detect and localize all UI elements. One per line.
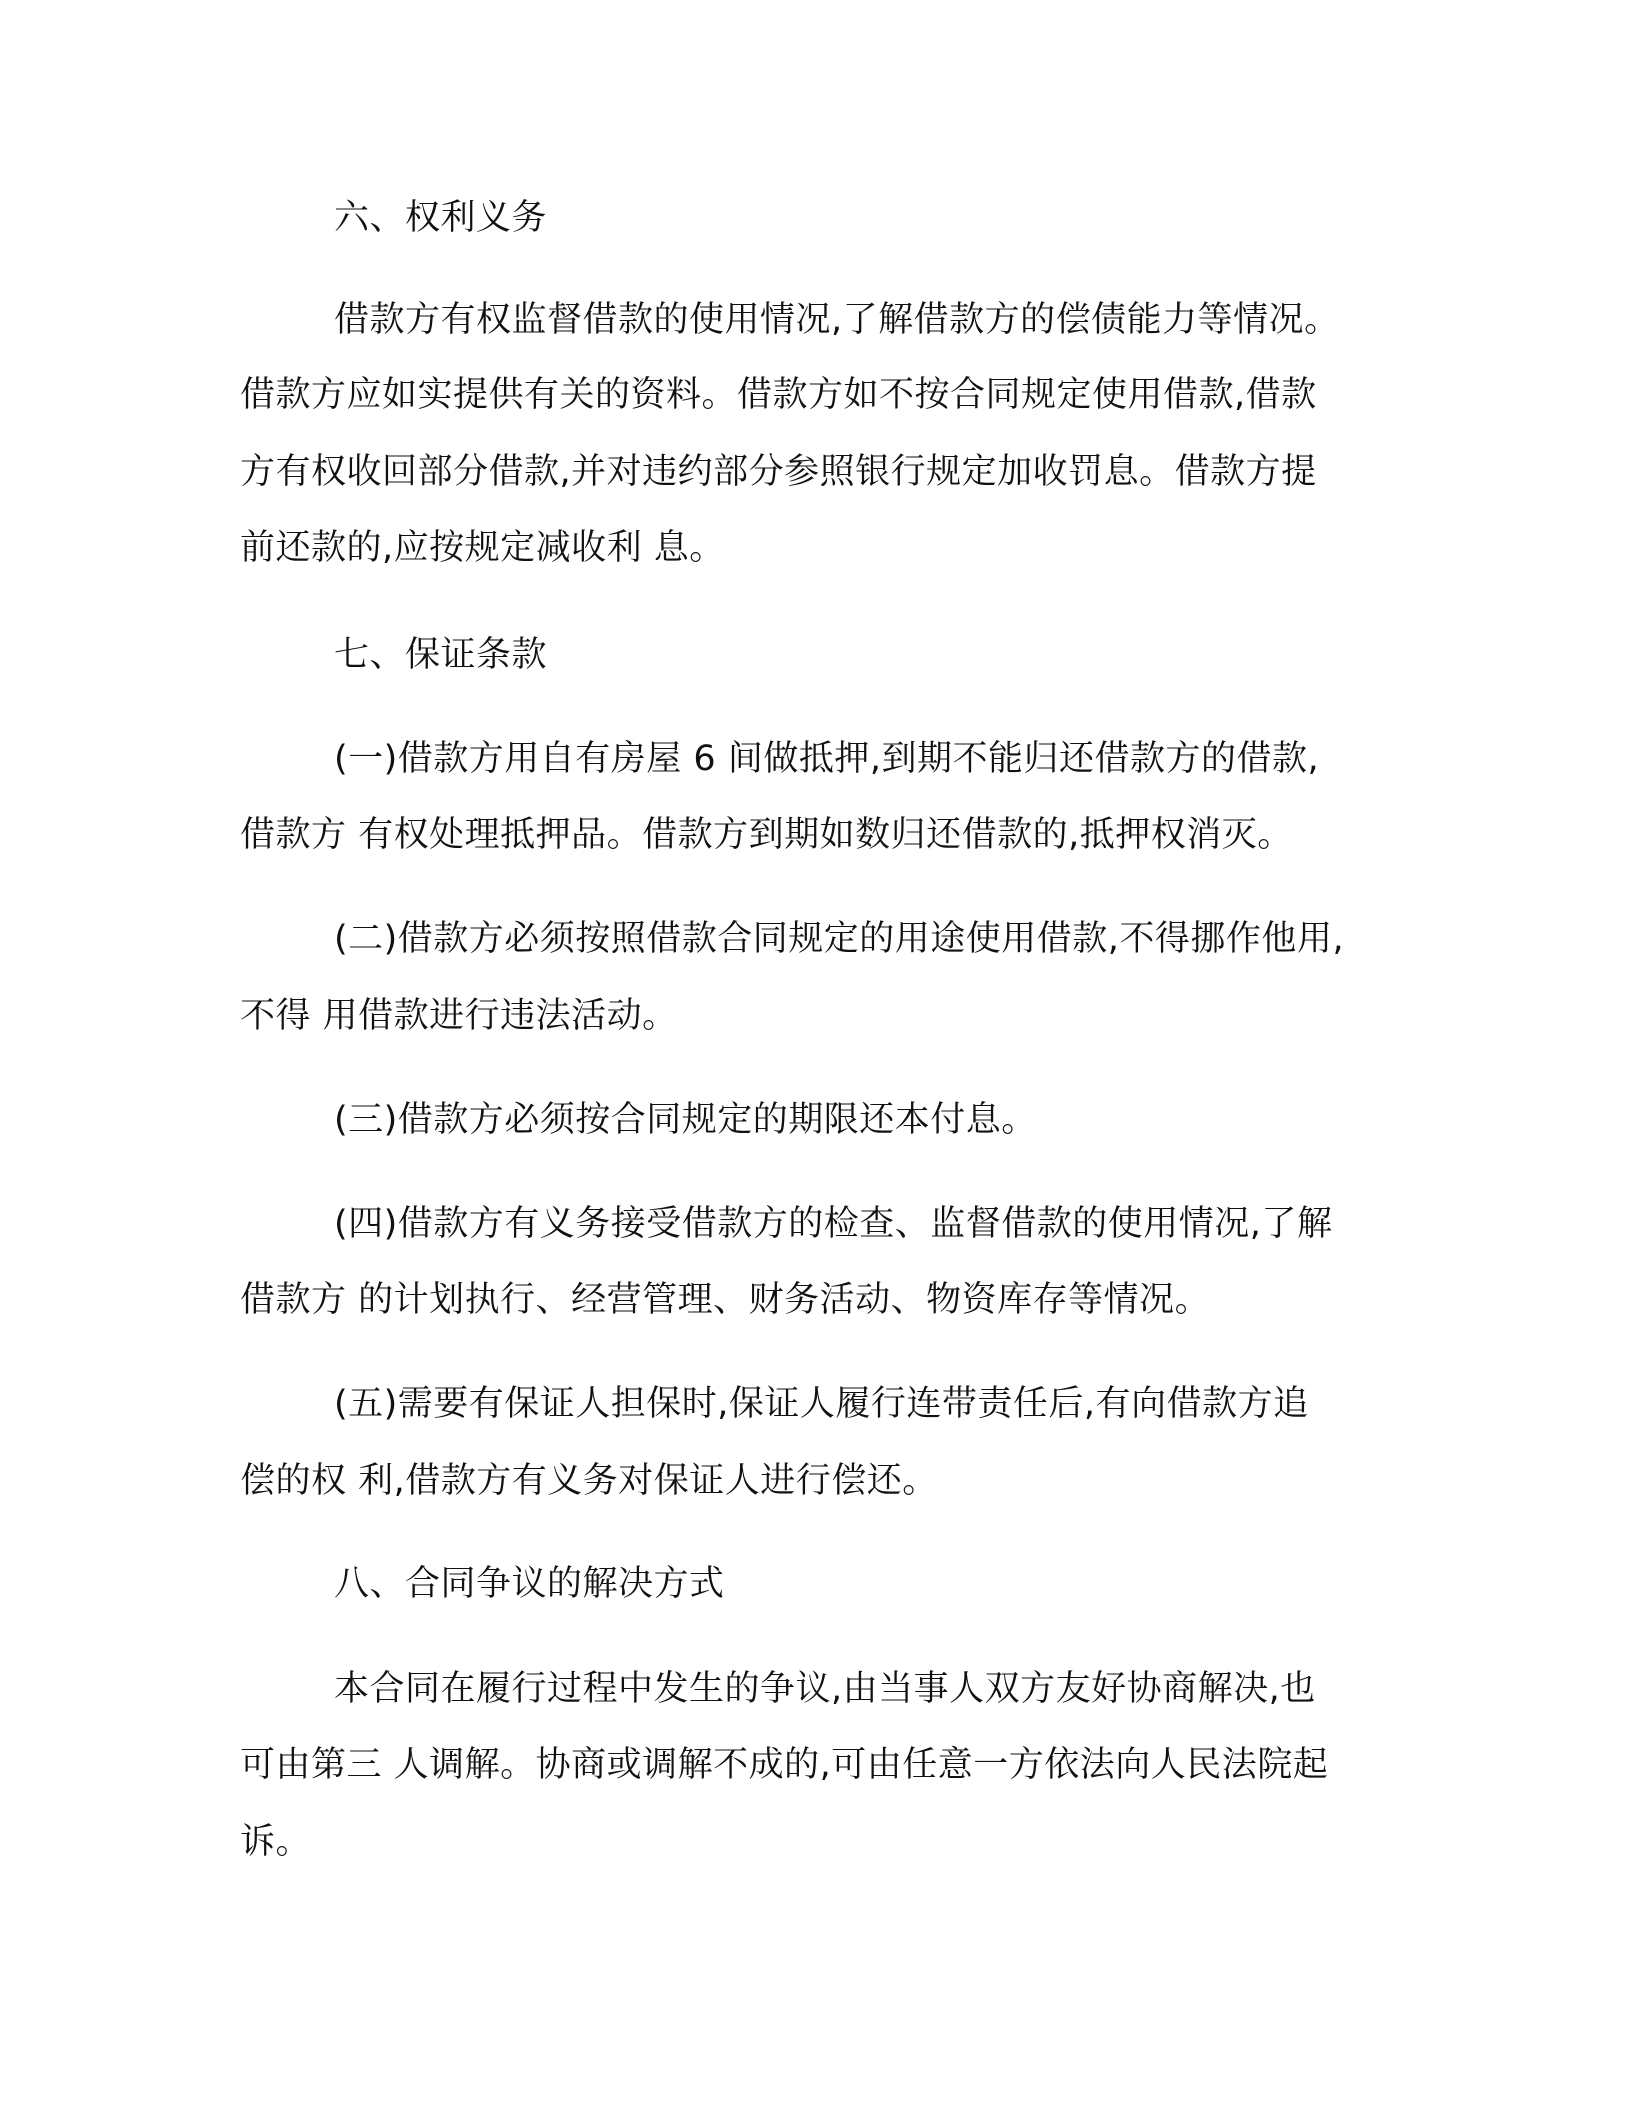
clause-line: (二)借款方必须按照借款合同规定的用途使用借款,不得挪作他用,: [334, 919, 1345, 959]
section-heading-rights-obligations: 六、权利义务: [334, 198, 548, 238]
clause-line: (三)借款方必须按合同规定的期限还本付息。: [334, 1100, 1037, 1140]
clause-line: (一)借款方用自有房屋 6 间做抵押,到期不能归还借款方的借款,: [334, 739, 1320, 779]
clause-line: (五)需要有保证人担保时,保证人履行连带责任后,有向借款方追: [334, 1384, 1309, 1424]
paragraph-line: 可由第三 人调解。协商或调解不成的,可由任意一方依法向人民法院起: [240, 1745, 1329, 1785]
clause-line: 偿的权 利,借款方有义务对保证人进行偿还。: [240, 1461, 938, 1501]
paragraph-line: 方有权收回部分借款,并对违约部分参照银行规定加收罚息。借款方提: [240, 452, 1317, 492]
paragraph-line: 诉。: [240, 1822, 312, 1862]
clause-line: 不得 用借款进行违法活动。: [240, 996, 678, 1036]
paragraph-line: 借款方应如实提供有关的资料。借款方如不按合同规定使用借款,借款: [240, 375, 1317, 415]
section-heading-dispute-resolution: 八、合同争议的解决方式: [334, 1564, 725, 1604]
clause-line: 借款方 有权处理抵押品。借款方到期如数归还借款的,抵押权消灭。: [240, 815, 1293, 855]
paragraph-line: 本合同在履行过程中发生的争议,由当事人双方友好协商解决,也: [334, 1669, 1316, 1709]
clause-line: 借款方 的计划执行、经营管理、财务活动、物资库存等情况。: [240, 1280, 1211, 1320]
clause-line: (四)借款方有义务接受借款方的检查、监督借款的使用情况,了解: [334, 1204, 1333, 1244]
paragraph-line: 借款方有权监督借款的使用情况,了解借款方的偿债能力等情况。: [334, 300, 1340, 340]
section-heading-guarantee-terms: 七、保证条款: [334, 635, 548, 675]
paragraph-line: 前还款的,应按规定减收利 息。: [240, 528, 725, 568]
